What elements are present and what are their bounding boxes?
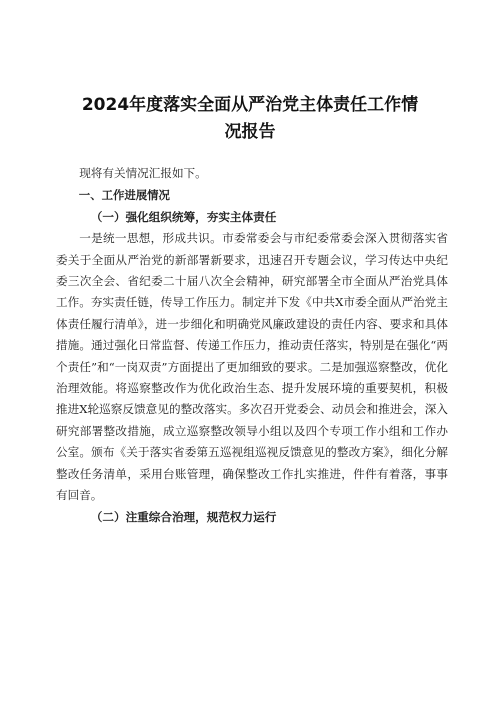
document-body <box>56 163 448 528</box>
title-line-1: 2024年度落实全面从严治党主体责任工作情 <box>81 95 419 115</box>
section-heading-1: 一、工作进展情况 <box>78 188 170 203</box>
title-line-2: 况报告 <box>224 122 276 142</box>
subsection-heading-1: （一）强化组织统筹，夯实主体责任 <box>90 209 277 224</box>
intro-paragraph: 现将有关情况汇报如下。 <box>79 166 207 180</box>
body-paragraph-1: 一是统一思想，形成共识。市委常委会与市纪委常委会深入贯彻落实省委关于全面从严治党的新部署新要求，迅速召开专题会议，学习传达中央纪委三次全会、省纪委二十届八次全会精神，研究部署全市全面从严治党具体工作。夯实责任链，传导工作压力。制定并下发《中共X市委全面从严治党主体责任履行清单》，进一步细化和明确党风廉政建设的责任内容、要求和具体措施。通过强化日常监督、传递工作压力，推动责任落实，特别是在强化“两个责任”和“一岗双责”方面提出了更加细致的要求。二是加强巡察整改，优化治理效能。将巡察整改作为优化政治生态、提升发展环境的重要契机，积极推进X轮巡察反馈意见的整改落实。多次召开党委会、动员会和推进会，深入研究部署整改措施，成立巡察整改领导小组以及四个专项工作小组和工作办公室。颁布《关于落实省委第五巡视组巡视反馈意见的整改方案》，细化分解整改任务清单，采用台账管理，确保整改工作扎实推进，件件有着落，事事有回音。 <box>56 231 448 503</box>
document-title <box>60 92 440 146</box>
subsection-heading-2: （二）注重综合治理，规范权力运行 <box>90 509 277 524</box>
